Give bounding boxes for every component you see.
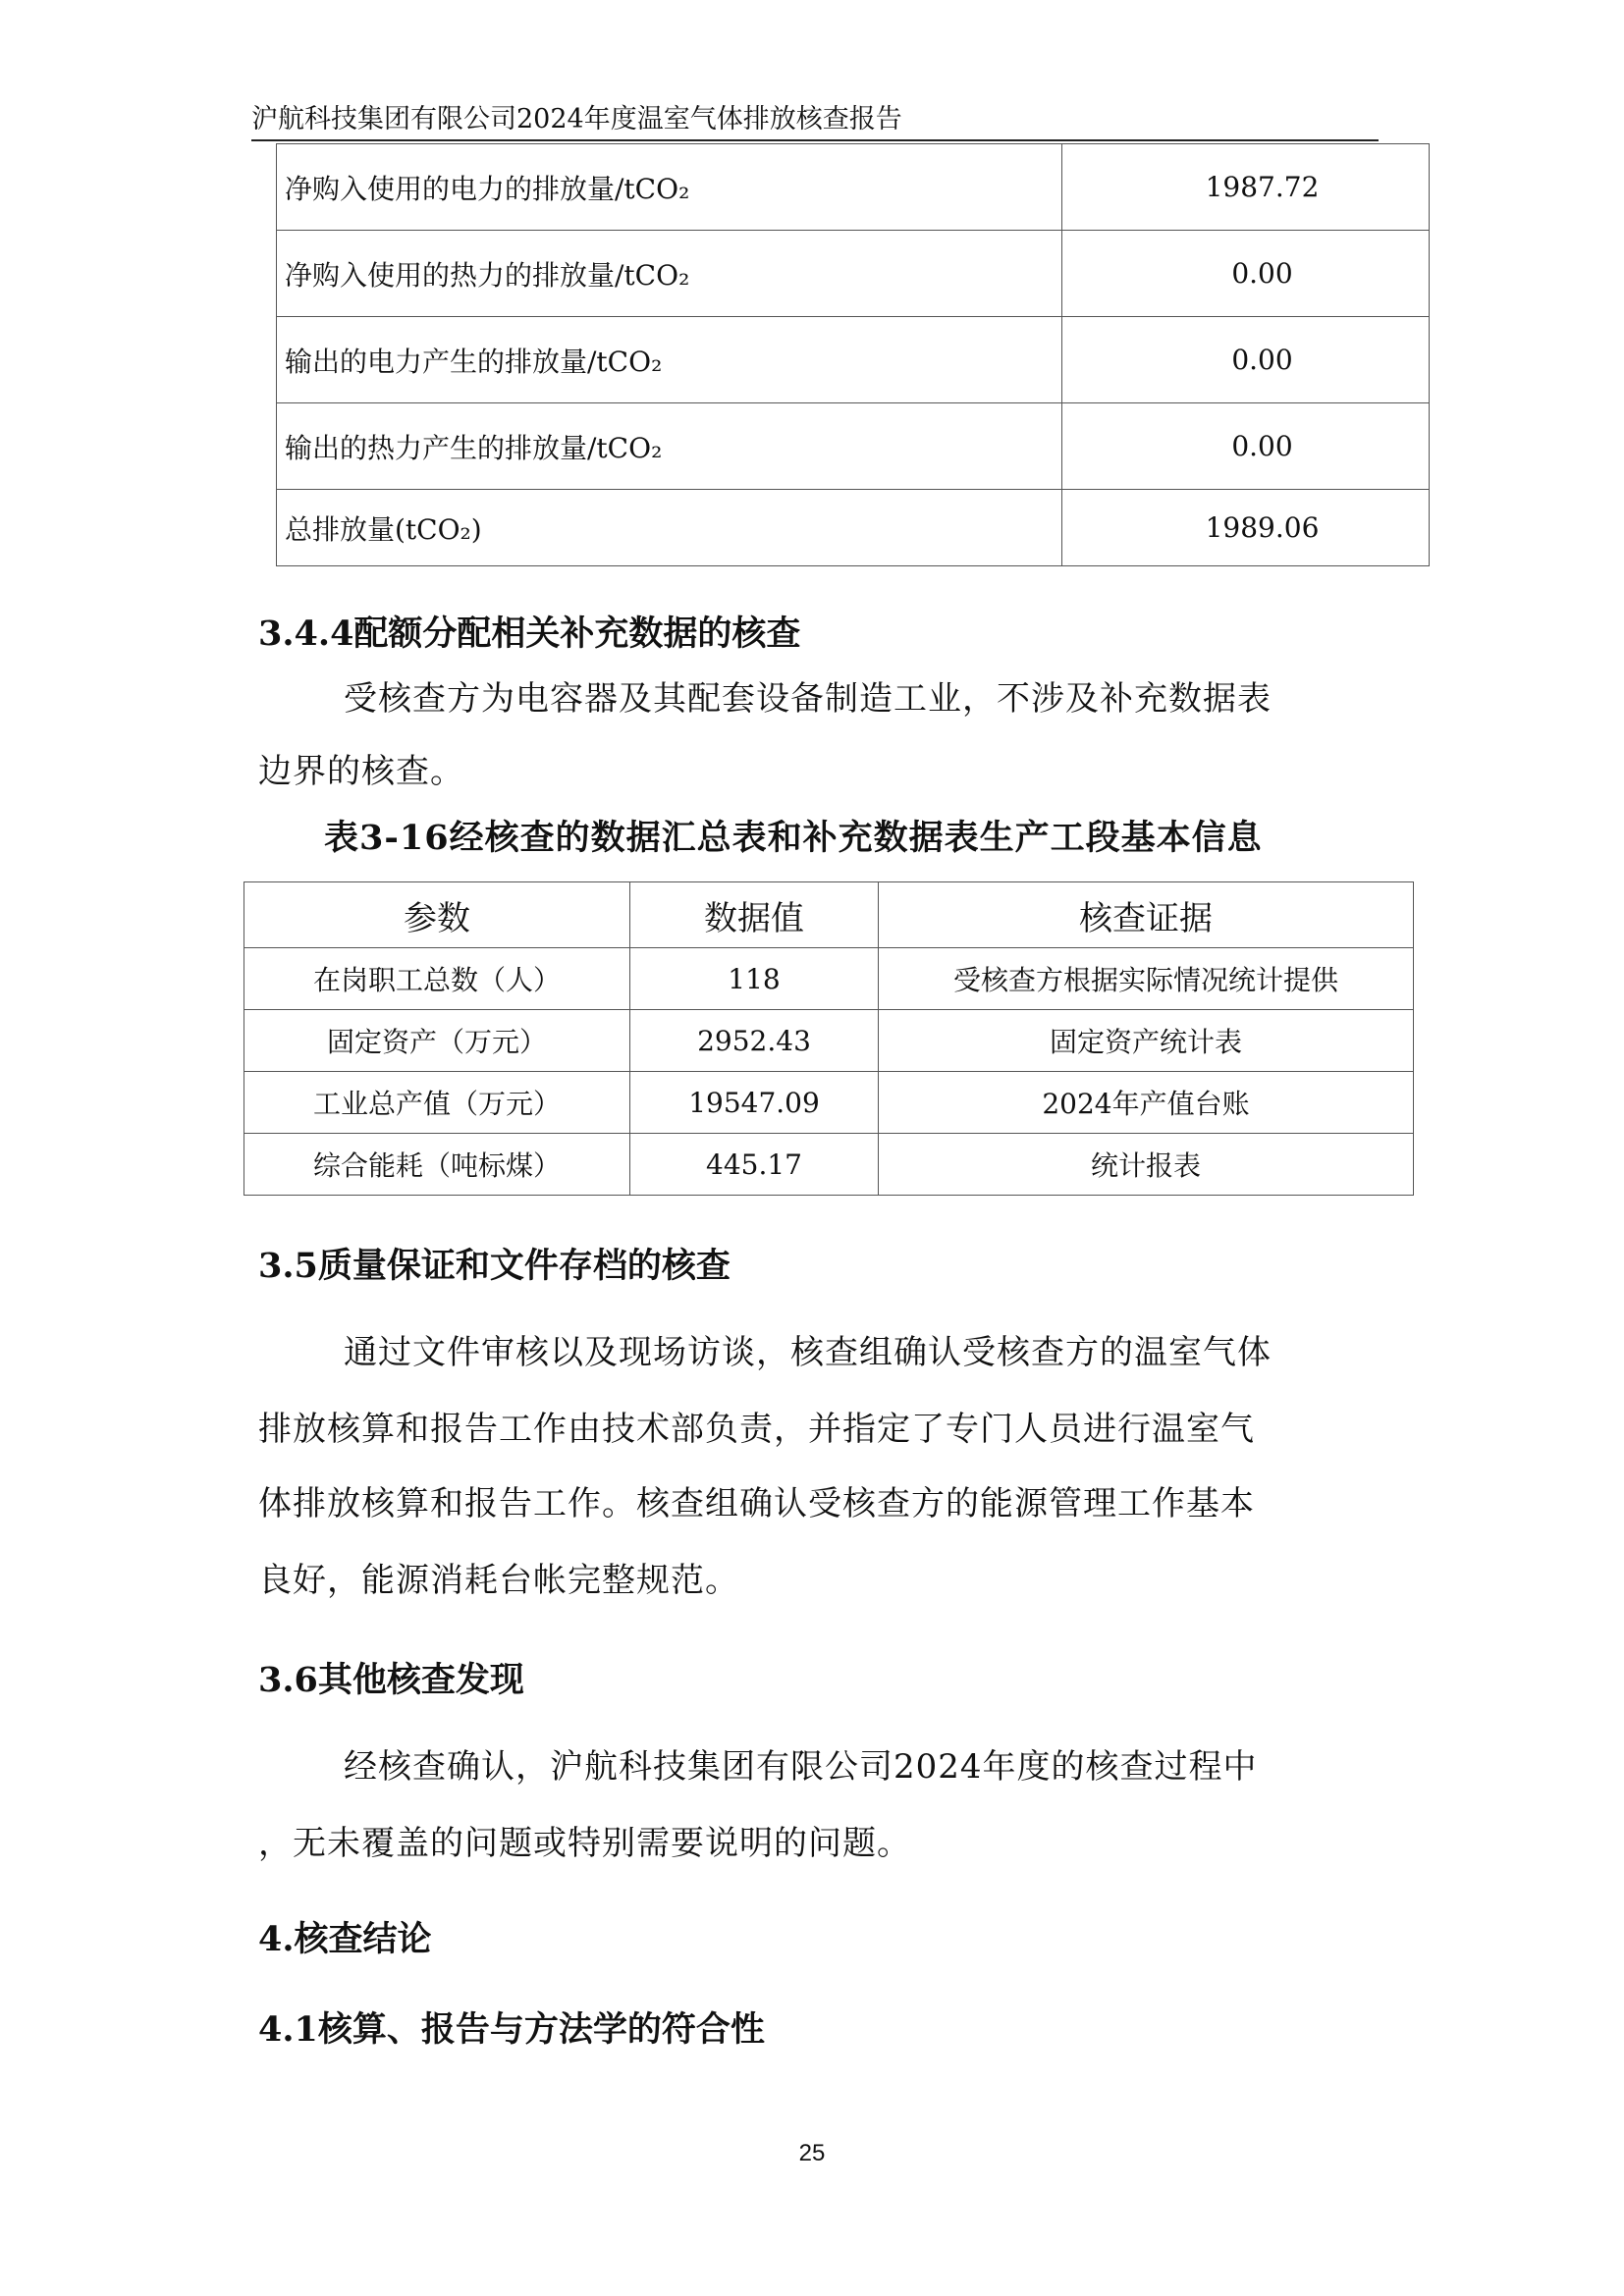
table-row [244, 948, 1414, 1010]
cell-value: 118 [630, 948, 879, 1010]
cell-evidence: 固定资产统计表 [879, 1010, 1414, 1072]
cell-value: 445.17 [630, 1134, 879, 1196]
table-row [244, 1134, 1414, 1196]
row-value: 1987.72 [1062, 144, 1430, 231]
paragraph-line: 边界的核查。 [258, 752, 464, 791]
page-number: 25 [798, 2140, 826, 2166]
row-value: 0.00 [1062, 317, 1430, 403]
row-label: 输出的电力产生的排放量/tCO₂ [277, 317, 1062, 403]
column-header: 数据值 [630, 882, 879, 948]
section-heading-4-1: 4.1核算、报告与方法学的符合性 [258, 2009, 765, 2050]
paragraph-line: 经核查确认，沪航科技集团有限公司2024年度的核查过程中 [344, 1747, 1258, 1787]
paragraph-line: 通过文件审核以及现场访谈，核查组确认受核查方的温室气体 [344, 1333, 1272, 1372]
row-value: 0.00 [1062, 231, 1430, 317]
table-caption: 表3-16经核查的数据汇总表和补充数据表生产工段基本信息 [324, 818, 1263, 858]
row-label: 输出的热力产生的排放量/tCO₂ [277, 403, 1062, 490]
table-row [277, 231, 1430, 317]
cell-param: 在岗职工总数（人） [244, 948, 630, 1010]
cell-value: 2952.43 [630, 1010, 879, 1072]
page-header: 沪航科技集团有限公司2024年度温室气体排放核查报告 [251, 102, 1379, 141]
row-value: 1989.06 [1062, 490, 1430, 566]
paragraph-line: ，无未覆盖的问题或特别需要说明的问题。 [258, 1824, 911, 1863]
cell-param: 综合能耗（吨标煤） [244, 1134, 630, 1196]
table-row [277, 144, 1430, 231]
section-heading-4: 4.核查结论 [258, 1919, 432, 1959]
cell-evidence: 统计报表 [879, 1134, 1414, 1196]
row-label: 总排放量(tCO₂) [277, 490, 1062, 566]
table-row [277, 403, 1430, 490]
paragraph-line: 良好，能源消耗台帐完整规范。 [258, 1561, 739, 1600]
cell-value: 19547.09 [630, 1072, 879, 1134]
table-row [277, 490, 1430, 566]
row-label: 净购入使用的热力的排放量/tCO₂ [277, 231, 1062, 317]
table-row [244, 1072, 1414, 1134]
summary-table [244, 881, 1414, 1196]
section-heading-3-4-4: 3.4.4配额分配相关补充数据的核查 [258, 614, 801, 654]
emissions-table [276, 143, 1430, 566]
column-header: 核查证据 [879, 882, 1414, 948]
paragraph-line: 受核查方为电容器及其配套设备制造工业，不涉及补充数据表 [344, 679, 1272, 719]
row-label: 净购入使用的电力的排放量/tCO₂ [277, 144, 1062, 231]
cell-evidence: 2024年产值台账 [879, 1072, 1414, 1134]
column-header: 参数 [244, 882, 630, 948]
table-row [244, 1010, 1414, 1072]
table-row [277, 317, 1430, 403]
table-header-row [244, 882, 1414, 948]
paragraph-line: 体排放核算和报告工作。核查组确认受核查方的能源管理工作基本 [258, 1484, 1255, 1523]
cell-param: 工业总产值（万元） [244, 1072, 630, 1134]
cell-evidence: 受核查方根据实际情况统计提供 [879, 948, 1414, 1010]
row-value: 0.00 [1062, 403, 1430, 490]
paragraph-line: 排放核算和报告工作由技术部负责，并指定了专门人员进行温室气 [258, 1410, 1255, 1449]
section-heading-3-5: 3.5质量保证和文件存档的核查 [258, 1246, 731, 1286]
cell-param: 固定资产（万元） [244, 1010, 630, 1072]
section-heading-3-6: 3.6其他核查发现 [258, 1660, 524, 1700]
